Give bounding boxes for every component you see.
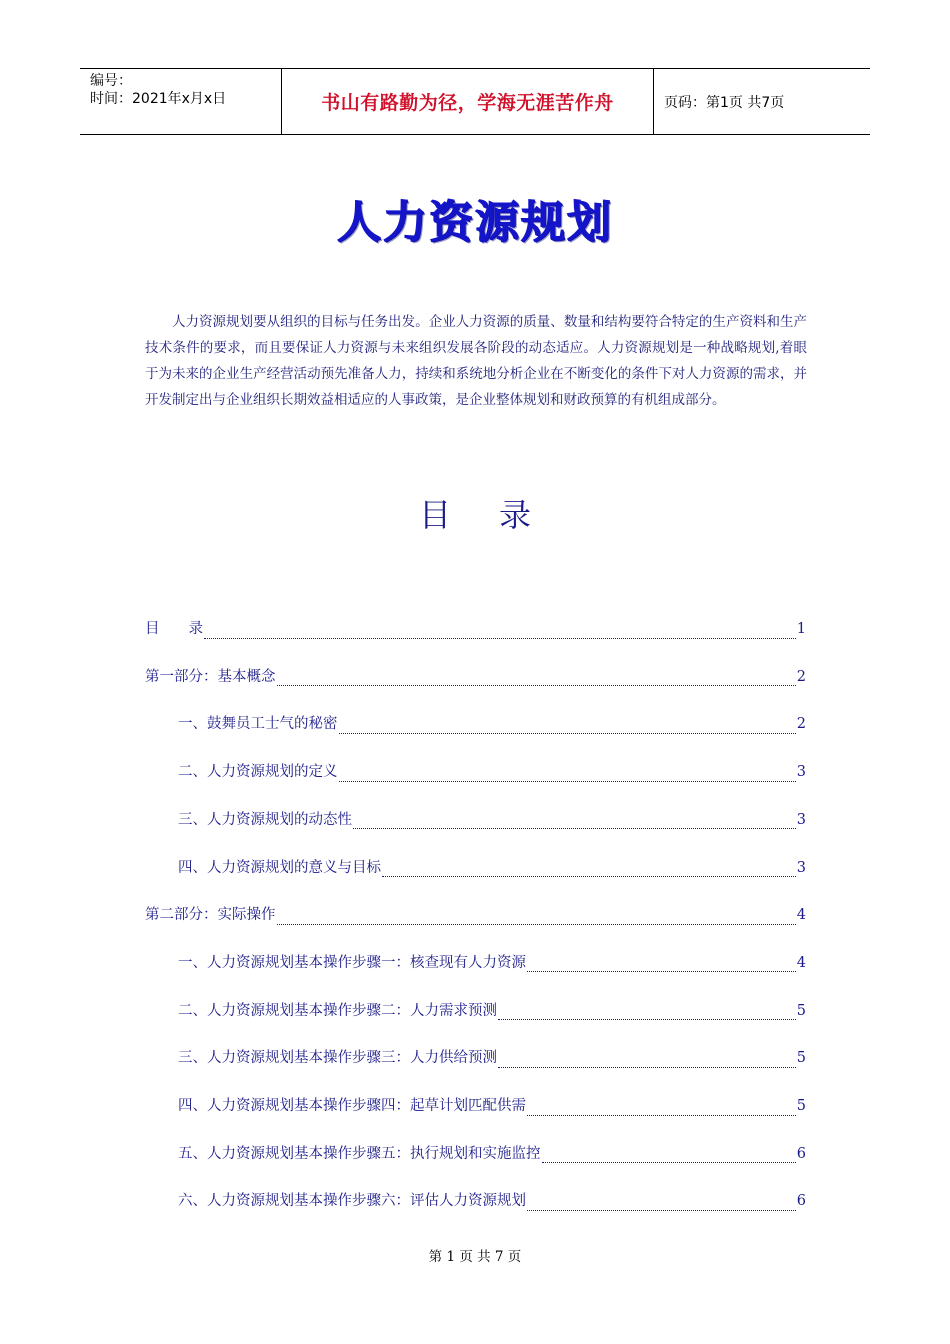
- toc-entry[interactable]: [178, 1094, 806, 1118]
- toc-entry-label: 一、鼓舞员工士气的秘密: [178, 716, 338, 733]
- header-meta-cell: [80, 69, 281, 134]
- toc-entry-label: 目 录: [145, 621, 203, 637]
- toc-entry[interactable]: [145, 903, 806, 927]
- toc-leader-dots: [498, 1007, 796, 1020]
- document-time-label: 时间：2021年x月x日: [90, 91, 227, 107]
- toc-entry-label: 一、人力资源规划基本操作步骤一：核查现有人力资源: [178, 954, 526, 971]
- toc-entry[interactable]: [178, 712, 806, 736]
- document-title: 人力资源规划: [337, 197, 613, 248]
- toc-heading-char-1: 目: [418, 496, 451, 534]
- toc-entry-page: 4: [796, 907, 806, 924]
- intro-paragraph: 人力资源规划要从组织的目标与任务出发。企业人力资源的质量、数量和结构要符合特定的生产资料和生产技术条件的要求，而且要保证人力资源与未来组织发展各阶段的动态适应。人力资源规划是一种战略规划,着眼于为未来的企业生产经营活动预先准备人力，持续和系统地分析企业在不断变化的条件下对人力资源的需求，并开发制定出与企业组织长期效益相适应的人事政策，是企业整体规划和财政预算的有机组成部分。: [145, 314, 807, 408]
- toc-entry-label: 四、人力资源规划基本操作步骤四：起草计划匹配供需: [178, 1098, 526, 1114]
- header-motto: 书山有路勤为径，学海无涯苦作舟: [281, 69, 654, 134]
- toc-leader-dots: [353, 816, 796, 829]
- document-number-label: 编号：: [90, 73, 132, 89]
- toc-entry-page: 5: [796, 1002, 806, 1019]
- header-table: [80, 68, 870, 135]
- toc-leader-dots: [204, 626, 796, 639]
- toc-entry-label: 六、人力资源规划基本操作步骤六：评估人力资源规划: [178, 1193, 526, 1210]
- toc-entry-label: 二、人力资源规划的定义: [178, 764, 338, 781]
- toc-heading: [0, 490, 950, 536]
- toc-entry-label: 三、人力资源规划基本操作步骤三：人力供给预测: [178, 1050, 497, 1067]
- header-page-info: 页码：第1页 共7页: [664, 94, 785, 111]
- toc-leader-dots: [277, 912, 796, 925]
- toc-entry[interactable]: [145, 617, 806, 641]
- toc-leader-dots: [527, 1103, 796, 1116]
- page-footer: 第 1 页 共 7 页: [428, 1249, 522, 1265]
- toc-entry-page: 2: [796, 668, 806, 685]
- toc-entry[interactable]: [145, 665, 806, 689]
- toc-entry[interactable]: [178, 1142, 806, 1166]
- toc-entry[interactable]: [178, 1189, 806, 1213]
- toc-leader-dots: [498, 1055, 796, 1068]
- toc-entry-page: 3: [796, 764, 806, 781]
- toc-entry[interactable]: [178, 951, 806, 975]
- toc-entry-label: 第一部分：基本概念: [145, 668, 276, 685]
- toc-entry[interactable]: [178, 999, 806, 1023]
- toc-entry-page: 6: [796, 1193, 806, 1210]
- toc-entry[interactable]: [178, 760, 806, 784]
- toc-entry-page: 4: [796, 954, 806, 971]
- toc-entry[interactable]: [178, 808, 806, 832]
- toc-leader-dots: [527, 1198, 796, 1211]
- toc-leader-dots: [277, 673, 796, 686]
- toc-entry-label: 二、人力资源规划基本操作步骤二：人力需求预测: [178, 1002, 497, 1019]
- toc-entry-page: 6: [796, 1145, 806, 1162]
- toc-entry[interactable]: [178, 856, 806, 880]
- toc-heading-char-2: 录: [499, 496, 532, 534]
- toc-entry-page: 5: [796, 1050, 806, 1067]
- toc-leader-dots: [382, 864, 796, 877]
- toc-entry-label: 五、人力资源规划基本操作步骤五：执行规划和实施监控: [178, 1145, 541, 1162]
- toc-entry-page: 3: [796, 859, 806, 876]
- toc-leader-dots: [339, 721, 796, 734]
- toc-entry-page: 3: [796, 811, 806, 828]
- toc-entry[interactable]: [178, 1046, 806, 1070]
- toc-leader-dots: [339, 769, 796, 782]
- toc-leader-dots: [542, 1150, 796, 1163]
- toc-entry-label: 四、人力资源规划的意义与目标: [178, 859, 381, 876]
- toc-entry-page: 5: [796, 1098, 806, 1114]
- toc-entry-page: 2: [796, 716, 806, 733]
- toc-entry-label: 三、人力资源规划的动态性: [178, 811, 352, 828]
- toc-entry-label: 第二部分：实际操作: [145, 907, 276, 924]
- toc-entry-page: 1: [796, 621, 806, 637]
- toc-leader-dots: [527, 959, 796, 972]
